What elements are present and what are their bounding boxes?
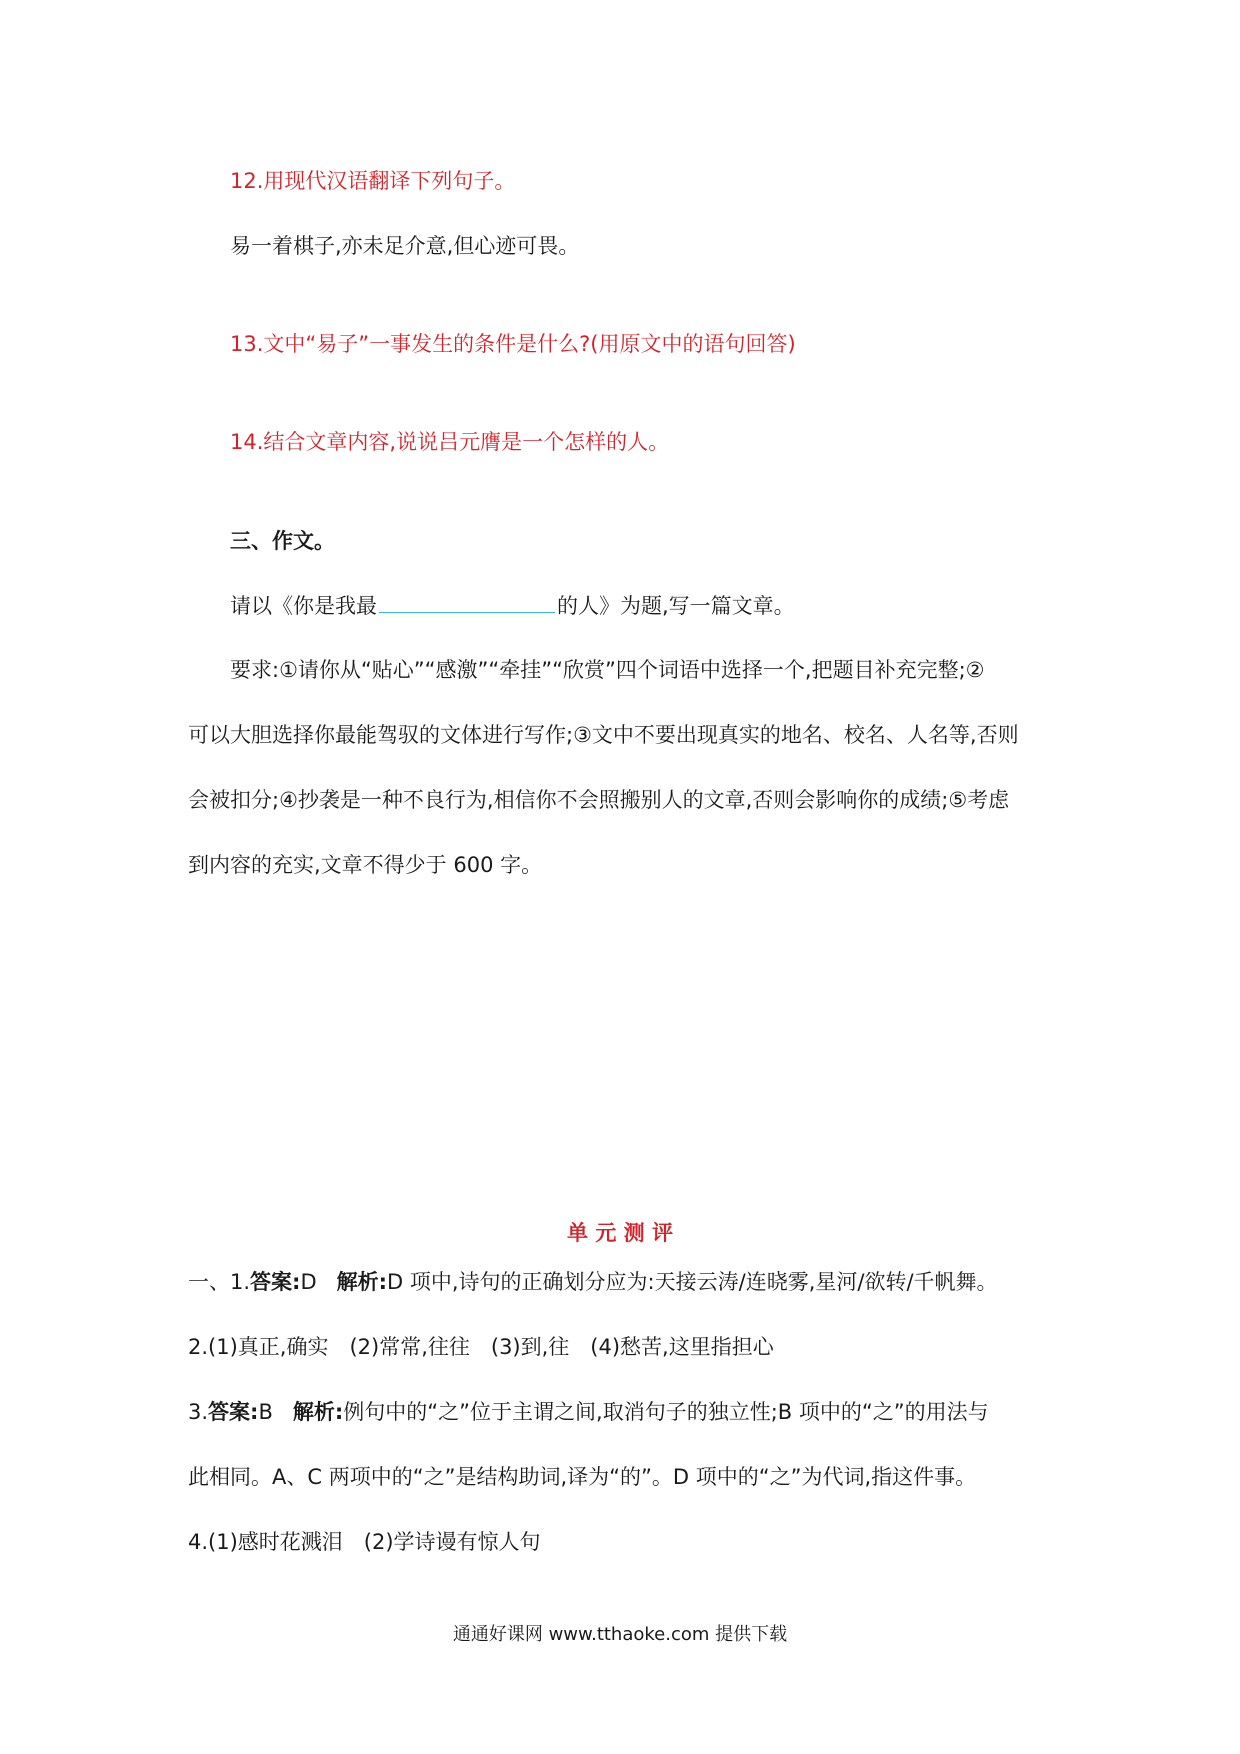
answer-3 xyxy=(188,1397,989,1427)
answer-1-explanation-label: 解析: xyxy=(336,1270,388,1294)
question-14-title: 14.结合文章内容,说说吕元膺是一个怎样的人。 xyxy=(230,430,670,454)
answer-1-value: D xyxy=(300,1270,317,1294)
answer-1-explanation: D 项中,诗句的正确划分应为:天接云涛/连晓雾,星河/欲转/千帆舞。 xyxy=(387,1270,998,1294)
answers-heading: 单 元 测 评 xyxy=(567,1221,673,1245)
composition-prompt-before: 请以《你是我最 xyxy=(230,594,377,618)
composition-requirements-line-1: 要求:①请你从“贴心”“感激”“牵挂”“欣赏”四个词语中选择一个,把题目补充完整;② xyxy=(230,658,985,682)
answer-3-explanation: 例句中的“之”位于主谓之间,取消句子的独立性;B 项中的“之”的用法与 xyxy=(343,1400,989,1424)
composition-requirements-line-3: 会被扣分;④抄袭是一种不良行为,相信你不会照搬别人的文章,否则会影响你的成绩;⑤考虑 xyxy=(188,788,1010,812)
composition-requirements-line-4: 到内容的充实,文章不得少于 600 字。 xyxy=(188,853,543,877)
composition-requirements-line-2: 可以大胆选择你最能驾驭的文体进行写作;③文中不要出现真实的地名、校名、人名等,否则 xyxy=(188,723,1019,747)
answer-3-explanation-label: 解析: xyxy=(292,1400,344,1424)
answer-3-number: 3. xyxy=(188,1400,209,1424)
answer-3-value: B xyxy=(258,1400,273,1424)
question-13-title: 13.文中“易子”一事发生的条件是什么?(用原文中的语句回答) xyxy=(230,332,796,356)
answer-1 xyxy=(188,1267,998,1297)
question-12-title: 12.用现代汉语翻译下列句子。 xyxy=(230,169,516,193)
page-footer: 通通好课网 www.tthaoke.com 提供下载 xyxy=(452,1624,788,1645)
composition-prompt xyxy=(230,590,795,621)
answer-4: 4.(1)感时花溅泪 (2)学诗谩有惊人句 xyxy=(188,1530,541,1554)
composition-title-blank[interactable] xyxy=(379,590,555,613)
composition-heading: 三、作文。 xyxy=(230,529,335,553)
question-12-sentence: 易一着棋子,亦未足介意,但心迹可畏。 xyxy=(230,234,580,258)
answer-3-explanation-cont: 此相同。A、C 两项中的“之”是结构助词,译为“的”。D 项中的“之”为代词,指这件事。 xyxy=(188,1465,977,1489)
answer-1-label: 答案: xyxy=(250,1270,301,1294)
answer-1-number: 一、1. xyxy=(188,1270,251,1294)
composition-prompt-after: 的人》为题,写一篇文章。 xyxy=(557,594,795,618)
answer-2: 2.(1)真正,确实 (2)常常,往往 (3)到,往 (4)愁苦,这里指担心 xyxy=(188,1335,774,1359)
answer-3-label: 答案: xyxy=(208,1400,259,1424)
